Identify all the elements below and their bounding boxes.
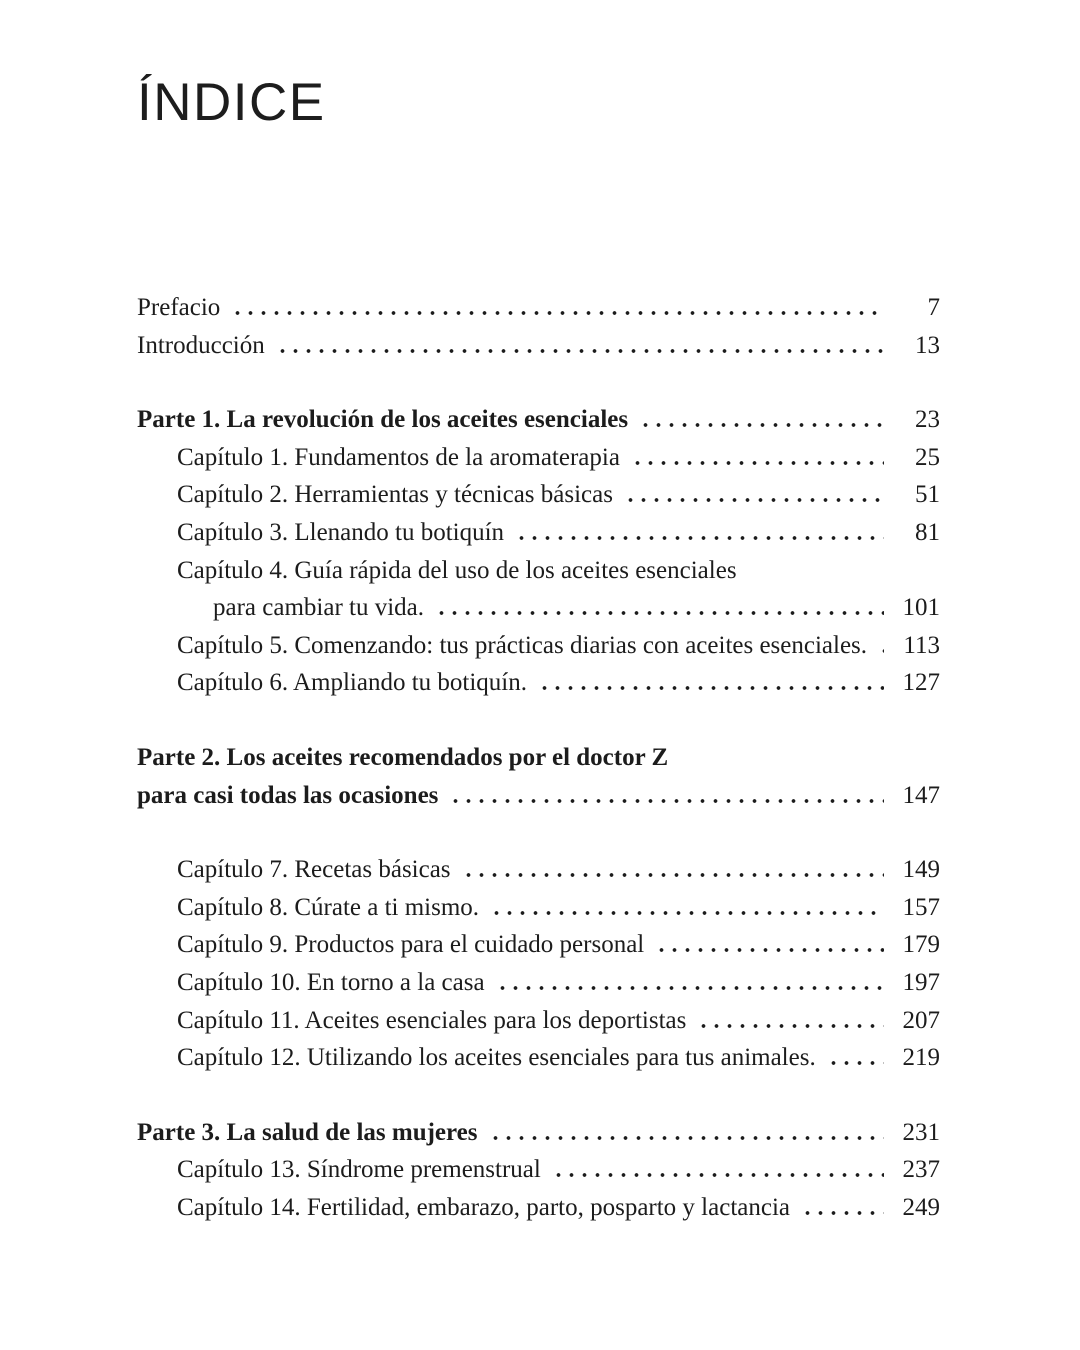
toc-entry [137, 1002, 940, 1040]
toc-entry-label: Capítulo 14. Fertilidad, embarazo, parto, posparto y lactancia [177, 1193, 791, 1221]
toc-entry-page: 7 [927, 294, 940, 321]
toc-entry-label: para casi todas las ocasiones [137, 781, 439, 809]
toc-entry [137, 777, 940, 815]
toc-entry [137, 739, 940, 777]
toc-entry [137, 401, 940, 439]
toc-entry-label: Parte 1. La revolución de los aceites esenciales [137, 406, 629, 434]
toc-entry [137, 1189, 940, 1227]
toc-entry [137, 627, 940, 665]
toc-entry [137, 1039, 940, 1077]
dot-leader [693, 1024, 884, 1028]
toc-entry [137, 1151, 940, 1189]
toc-entry [137, 439, 940, 477]
dot-leader [823, 1061, 884, 1065]
toc-entry-page: 147 [902, 781, 940, 809]
toc-entry-page: 249 [902, 1193, 940, 1221]
toc-entry-page: 179 [902, 931, 940, 959]
toc-entry-label: Capítulo 13. Síndrome premenstrual [177, 1156, 541, 1184]
toc-entry-page: 81 [915, 518, 940, 546]
toc-entry-label: Parte 3. La salud de las mujeres [137, 1118, 478, 1146]
dot-leader [492, 986, 884, 990]
toc-entry [137, 889, 940, 927]
toc-entry [137, 664, 940, 702]
toc-entry-label: Capítulo 8. Cúrate a ti mismo. [177, 893, 480, 921]
dot-leader [511, 536, 884, 540]
toc-entry-page: 113 [903, 631, 940, 659]
dot-leader [651, 948, 884, 952]
toc-entry [137, 289, 940, 327]
toc-entry-label: para cambiar tu vida. [213, 594, 425, 622]
toc-entry-page: 127 [902, 669, 940, 697]
dot-leader [431, 611, 884, 615]
toc-entry-page: 219 [902, 1044, 940, 1072]
toc-entry [137, 327, 940, 365]
toc-entry-label: Capítulo 3. Llenando tu botiquín [177, 518, 505, 546]
dot-leader [485, 1136, 885, 1140]
dot-leader [635, 423, 884, 427]
toc-entry-label: Capítulo 6. Ampliando tu botiquín. [177, 669, 527, 697]
toc-entry-label: Capítulo 1. Fundamentos de la aromaterapia [177, 443, 620, 471]
toc-entry-label: Prefacio [137, 294, 221, 321]
toc-entry-page: 157 [902, 893, 940, 921]
page-title: ÍNDICE [137, 73, 326, 132]
toc-entry-page: 231 [902, 1118, 940, 1146]
dot-leader [272, 349, 884, 353]
toc-entry [137, 589, 940, 627]
toc-entry [137, 514, 940, 552]
toc-entry-page: 237 [902, 1156, 940, 1184]
dot-leader [548, 1173, 884, 1177]
toc-entry-label: Capítulo 9. Productos para el cuidado personal [177, 931, 645, 959]
toc-entry-label: Capítulo 7. Recetas básicas [177, 856, 451, 884]
toc-entry-page: 149 [902, 856, 940, 884]
toc-entry-label: Capítulo 4. Guía rápida del uso de los aceites esenciales [177, 556, 737, 584]
toc-entry-page: 207 [902, 1006, 940, 1034]
toc-entry [137, 1114, 940, 1152]
toc-list [137, 289, 940, 1226]
toc-entry-label: Introducción [137, 331, 265, 359]
toc-entry-page: 13 [915, 331, 940, 359]
toc-entry-label: Capítulo 2. Herramientas y técnicas básicas [177, 481, 613, 509]
toc-entry-page: 101 [902, 594, 940, 622]
dot-leader [620, 498, 884, 502]
dot-leader [445, 799, 884, 803]
toc-entry-label: Parte 2. Los aceites recomendados por el doctor Z [137, 743, 669, 771]
toc-entry-label: Capítulo 10. En torno a la casa [177, 968, 485, 996]
dot-leader [458, 873, 884, 877]
toc-entry [137, 476, 940, 514]
toc-entry [137, 851, 940, 889]
toc-entry-page: 25 [915, 443, 940, 471]
dot-leader [797, 1211, 884, 1215]
toc-entry [137, 926, 940, 964]
dot-leader [534, 686, 884, 690]
dot-leader [874, 649, 884, 653]
dot-leader [227, 311, 884, 315]
toc-entry-label: Capítulo 5. Comenzando: tus prácticas diarias con aceites esenciales. [177, 631, 868, 659]
dot-leader [486, 911, 884, 915]
toc-entry-page: 23 [915, 406, 940, 434]
toc-entry-label: Capítulo 12. Utilizando los aceites esenciales para tus animales. [177, 1044, 816, 1072]
toc-entry-page: 51 [915, 481, 940, 509]
toc-entry-label: Capítulo 11. Aceites esenciales para los deportistas [177, 1006, 687, 1034]
toc-entry [137, 964, 940, 1002]
toc-entry [137, 552, 940, 590]
toc-entry-page: 197 [902, 968, 940, 996]
dot-leader [627, 461, 884, 465]
